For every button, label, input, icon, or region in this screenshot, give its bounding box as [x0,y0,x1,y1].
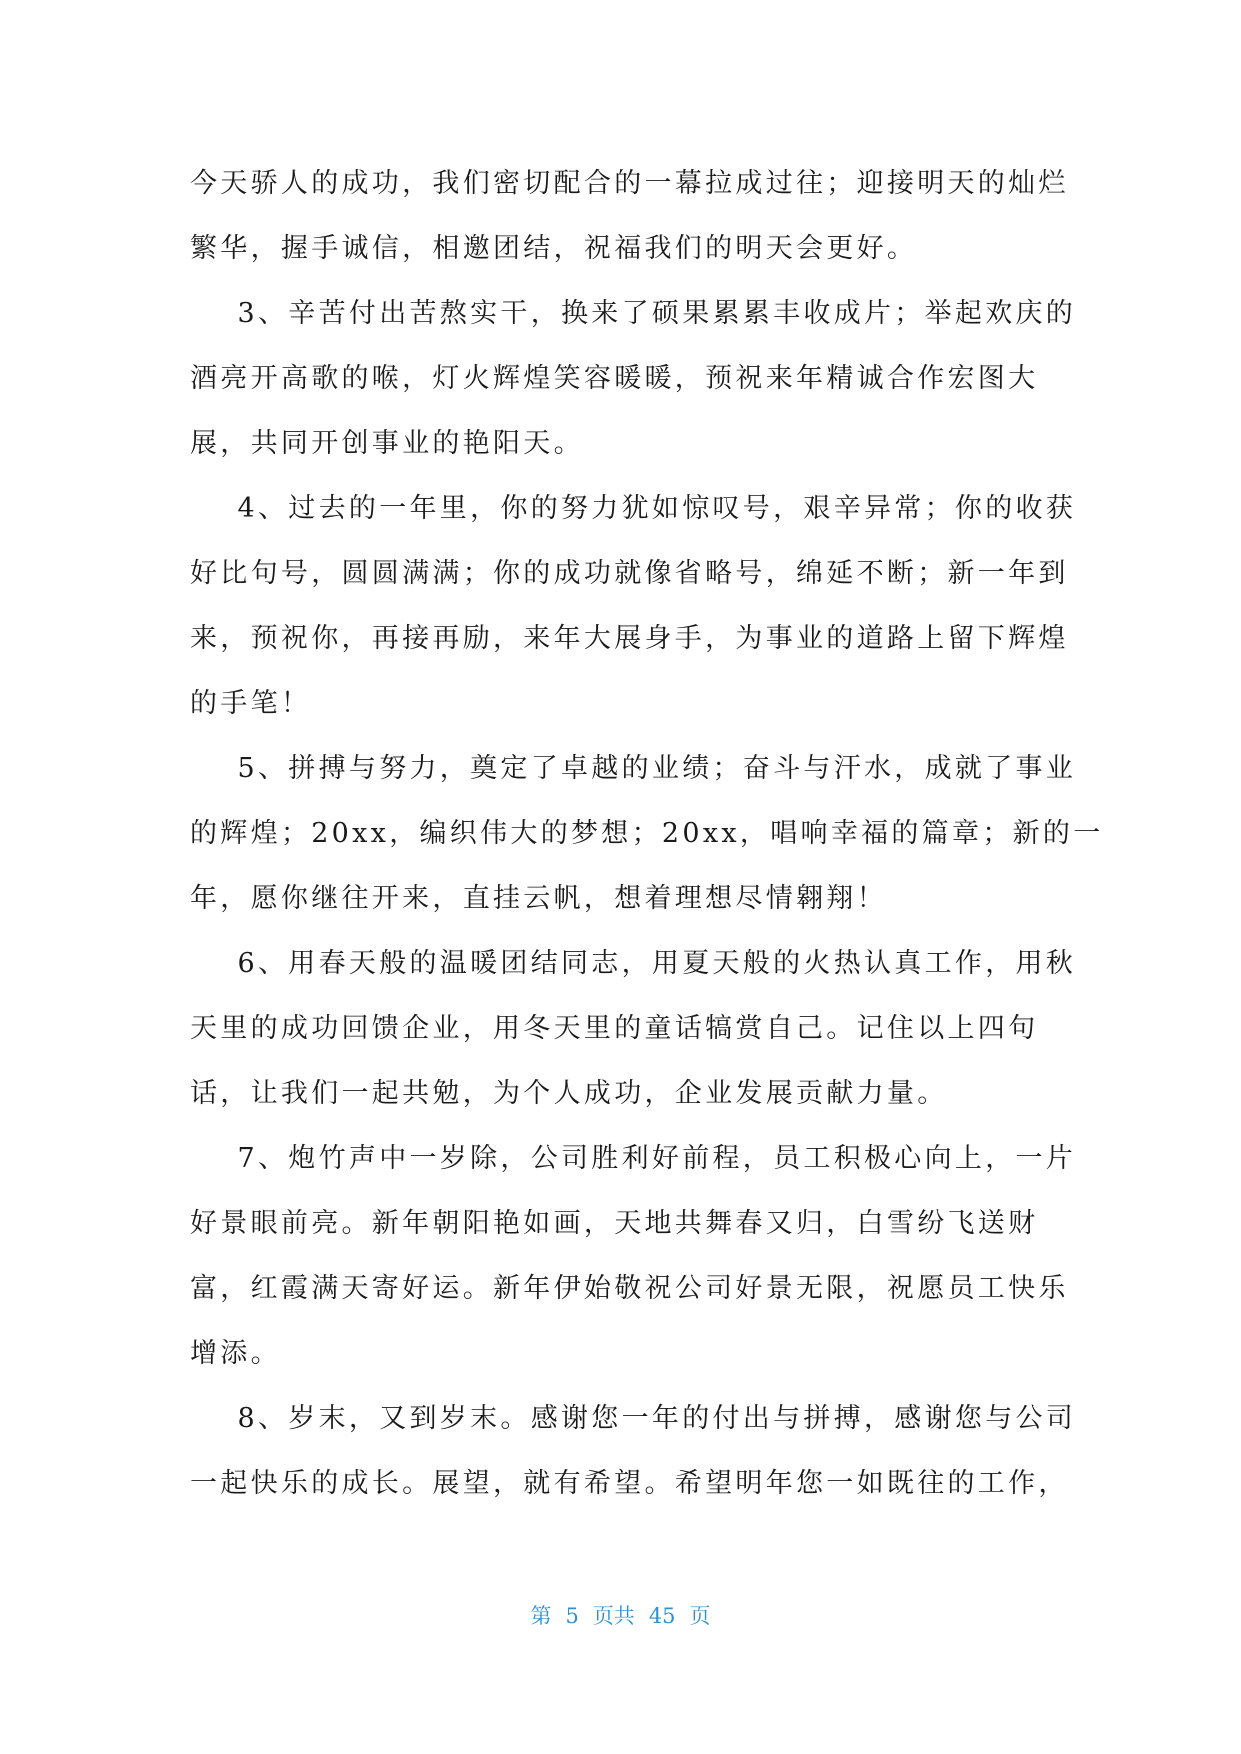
text-line: 年，愿你继往开来，直挂云帆，想着理想尽情翱翔！ [190,883,887,914]
text-line: 3、辛苦付出苦熬实干，换来了硕果累累丰收成片；举起欢庆的 [190,298,1077,329]
body-text [190,151,1104,1516]
text-line: 6、用春天般的温暖团结同志，用夏天般的火热认真工作，用秋 [190,948,1077,979]
footer-total-pages: 45 [648,1604,676,1628]
text-line: 今天骄人的成功，我们密切配合的一幕拉成过往；迎接明天的灿烂 [190,168,1069,199]
text-line: 一起快乐的成长。展望，就有希望。希望明年您一如既往的工作， [190,1468,1069,1499]
text-line: 好比句号，圆圆满满；你的成功就像省略号，绵延不断；新一年到 [190,558,1069,589]
page-footer [0,1600,1241,1630]
text-line: 酒亮开高歌的喉，灯火辉煌笑容暖暖，预祝来年精诚合作宏图大 [190,363,1039,394]
text-line: 来，预祝你，再接再励，来年大展身手，为事业的道路上留下辉煌 [190,623,1069,654]
text-line: 8、岁末，又到岁末。感谢您一年的付出与拼搏，感谢您与公司 [190,1403,1077,1434]
text-line: 繁华，握手诚信，相邀团结，祝福我们的明天会更好。 [190,233,918,264]
footer-prefix: 第 [530,1604,552,1628]
text-line: 的手笔！ [190,688,312,719]
footer-suffix: 页 [689,1604,711,1628]
text-line: 5、拼搏与努力，奠定了卓越的业绩；奋斗与汗水，成就了事业 [190,753,1077,784]
text-line: 增添。 [190,1338,281,1369]
text-line: 天里的成功回馈企业，用冬天里的童话犒赏自己。记住以上四句 [190,1013,1039,1044]
text-line: 好景眼前亮。新年朝阳艳如画，天地共舞春又归，白雪纷飞送财 [190,1208,1039,1239]
text-line: 富，红霞满天寄好运。新年伊始敬祝公司好景无限，祝愿员工快乐 [190,1273,1069,1304]
text-line: 7、炮竹声中一岁除，公司胜利好前程，员工积极心向上，一片 [190,1143,1077,1174]
text-line: 4、过去的一年里，你的努力犹如惊叹号，艰辛异常；你的收获 [190,493,1077,524]
footer-middle: 页共 [592,1604,635,1628]
footer-current-page: 5 [565,1604,579,1628]
text-line: 的辉煌；20xx，编织伟大的梦想；20xx，唱响幸福的篇章；新的一 [190,818,1104,849]
text-line: 展，共同开创事业的艳阳天。 [190,428,584,459]
text-line: 话，让我们一起共勉，为个人成功，企业发展贡献力量。 [190,1078,948,1109]
